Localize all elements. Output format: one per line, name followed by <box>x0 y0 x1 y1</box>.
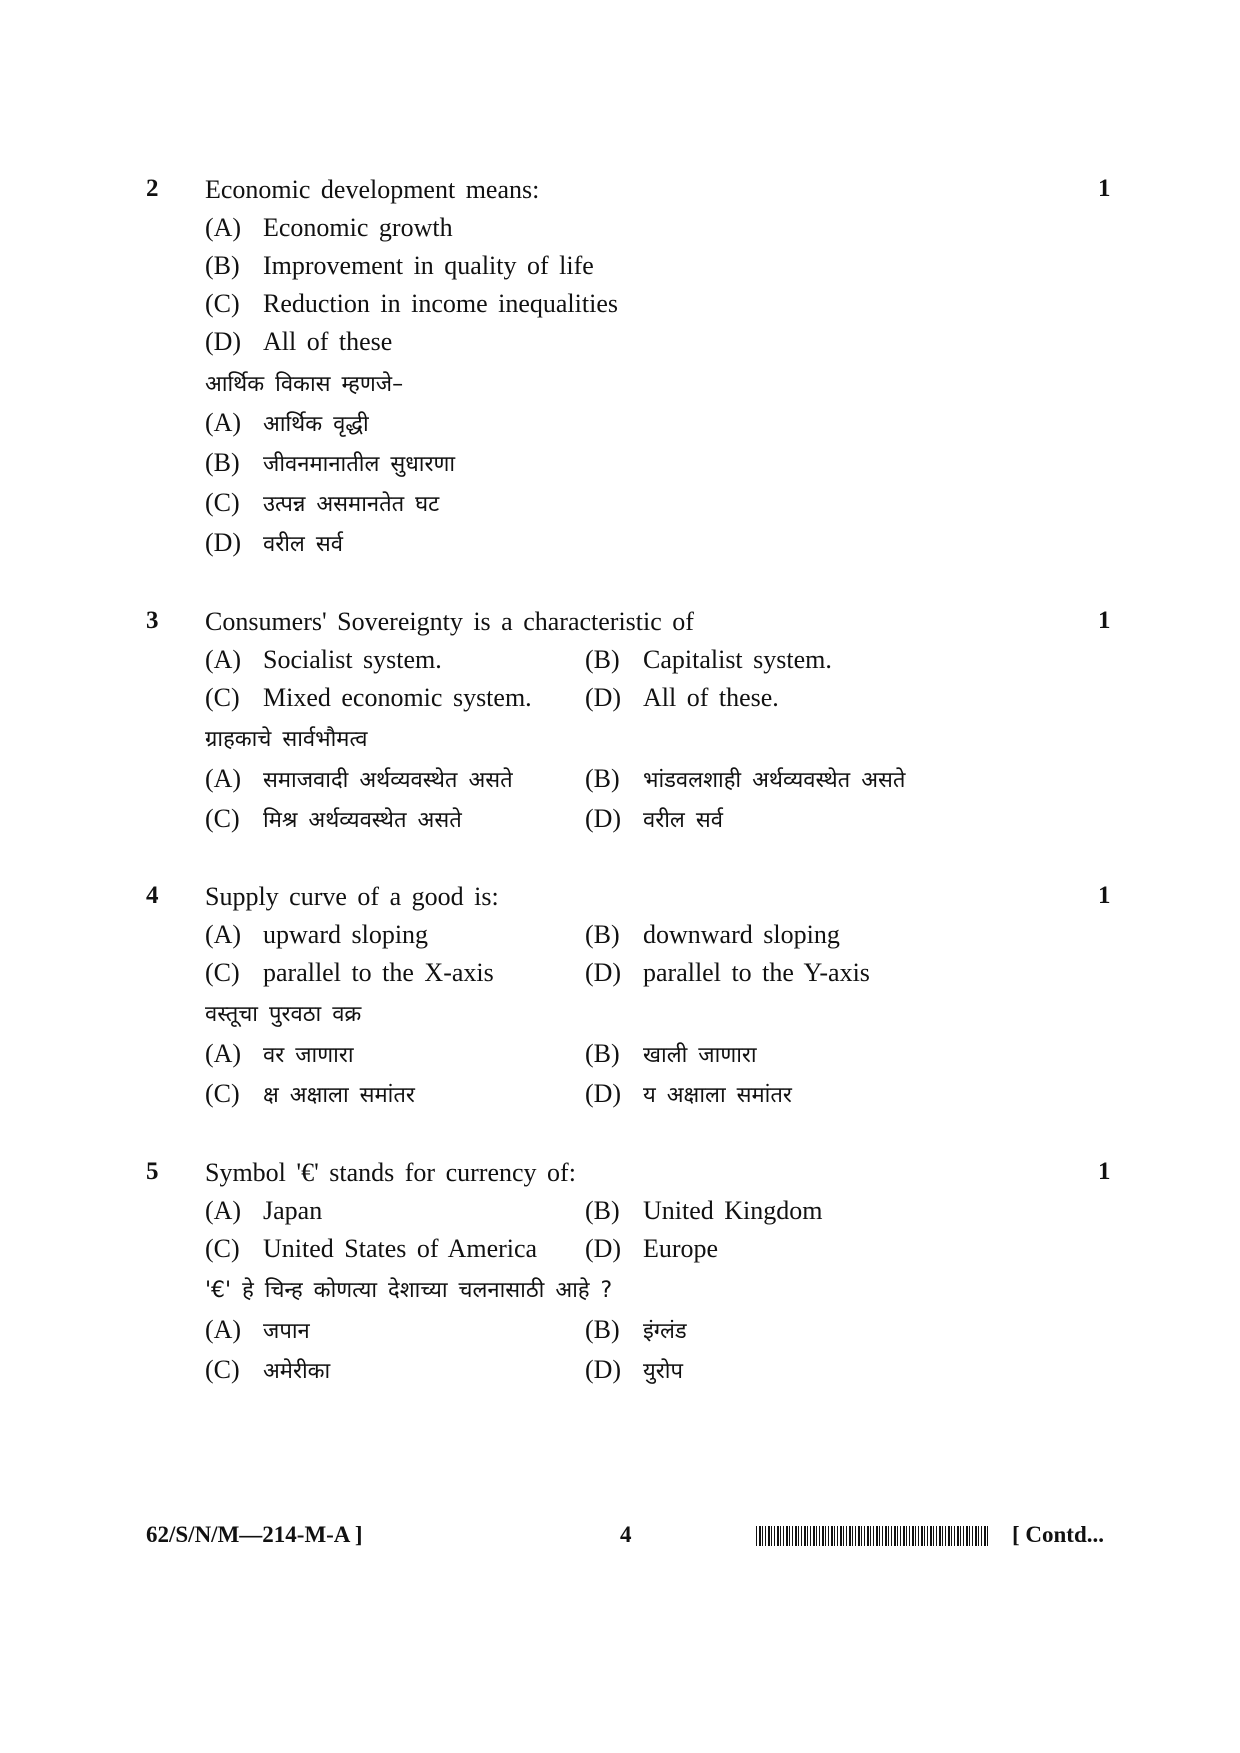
option-c-en: (C) Reduction in income inequalities <box>205 289 618 318</box>
question-text-en: Symbol '€' stands for currency of: <box>205 1158 576 1187</box>
question-marks: 1 <box>1098 882 1111 909</box>
option-row <box>0 920 1240 958</box>
option-a-mr: (A) जपान <box>205 1315 310 1344</box>
option-b-mr: (B) भांडवलशाही अर्थव्यवस्थेत असते <box>585 764 906 793</box>
question-marks: 1 <box>1098 175 1111 202</box>
option-c-mr: (C) क्ष अक्षाला समांतर <box>205 1079 415 1108</box>
question-text-mr: '€' हे चिन्ह कोणत्या देशाच्या चलनासाठी आहे ? <box>205 1278 613 1303</box>
option-d-mr: (D) वरील सर्व <box>205 528 343 557</box>
option-d-mr: (D) य अक्षाला समांतर <box>585 1079 792 1108</box>
option-row <box>0 683 1240 721</box>
contd-label: [ Contd... <box>1012 1522 1105 1547</box>
option-c-en: (C) Mixed economic system. <box>205 683 532 712</box>
page-footer <box>0 1522 1240 1562</box>
question-marks: 1 <box>1098 1158 1111 1185</box>
option-row <box>0 1196 1240 1234</box>
option-a-mr: (A) वर जाणारा <box>205 1039 354 1068</box>
option-row <box>0 528 1240 566</box>
question-text-mr-row <box>0 723 1240 761</box>
question-text-en: Consumers' Sovereignty is a characteristic of <box>205 607 694 636</box>
option-row <box>0 1355 1240 1393</box>
question-number: 4 <box>146 882 159 909</box>
question-text-en: Economic development means: <box>205 175 540 204</box>
option-b-mr: (B) खाली जाणारा <box>585 1039 757 1068</box>
question-text-mr: वस्तूचा पुरवठा वक्र <box>205 1002 362 1027</box>
option-a-en: (A) Economic growth <box>205 213 453 242</box>
paper-code: 62/S/N/M—214-M-A ] <box>146 1522 363 1547</box>
option-row <box>0 251 1240 289</box>
option-row <box>0 289 1240 327</box>
option-c-en: (C) parallel to the X-axis <box>205 958 494 987</box>
option-b-mr: (B) जीवनमानातील सुधारणा <box>205 448 456 477</box>
question-text-en: Supply curve of a good is: <box>205 882 499 911</box>
option-b-en: (B) United Kingdom <box>585 1196 823 1225</box>
page-number: 4 <box>620 1522 632 1547</box>
option-d-en: (D) Europe <box>585 1234 719 1263</box>
option-b-en: (B) downward sloping <box>585 920 840 949</box>
option-row <box>0 327 1240 365</box>
option-row <box>0 804 1240 842</box>
question-text-mr: आर्थिक विकास म्हणजे– <box>205 372 404 397</box>
option-d-en: (D) parallel to the Y-axis <box>585 958 870 987</box>
question-number: 3 <box>146 607 159 634</box>
option-row <box>0 488 1240 526</box>
question-marks: 1 <box>1098 607 1111 634</box>
option-b-mr: (B) इंग्लंड <box>585 1315 687 1344</box>
option-b-en: (B) Capitalist system. <box>585 645 832 674</box>
question-number: 2 <box>146 175 159 202</box>
option-a-mr: (A) समाजवादी अर्थव्यवस्थेत असते <box>205 764 513 793</box>
option-row <box>0 645 1240 683</box>
option-d-en: (D) All of these <box>205 327 393 356</box>
barcode-icon <box>756 1526 988 1546</box>
option-d-en: (D) All of these. <box>585 683 779 712</box>
question-text-mr-row <box>0 998 1240 1036</box>
option-a-en: (A) Socialist system. <box>205 645 442 674</box>
question-text-mr: ग्राहकाचे सार्वभौमत्व <box>205 727 368 752</box>
option-a-mr: (A) आर्थिक वृद्धी <box>205 408 369 437</box>
option-row <box>0 1315 1240 1353</box>
option-c-mr: (C) उत्पन्न असमानतेत घट <box>205 488 440 517</box>
option-row <box>0 1234 1240 1272</box>
option-row <box>0 448 1240 486</box>
option-a-en: (A) Japan <box>205 1196 323 1225</box>
option-c-mr: (C) मिश्र अर्थव्यवस्थेत असते <box>205 804 462 833</box>
option-row <box>0 958 1240 996</box>
option-a-en: (A) upward sloping <box>205 920 429 949</box>
option-d-mr: (D) युरोप <box>585 1355 683 1384</box>
option-row <box>0 1039 1240 1077</box>
question-text-mr-row <box>0 1274 1240 1312</box>
option-d-mr: (D) वरील सर्व <box>585 804 723 833</box>
question-text-mr-row <box>0 368 1240 406</box>
option-c-mr: (C) अमेरीका <box>205 1355 331 1384</box>
question-number: 5 <box>146 1158 159 1185</box>
option-row <box>0 1079 1240 1117</box>
option-c-en: (C) United States of America <box>205 1234 538 1263</box>
option-b-en: (B) Improvement in quality of life <box>205 251 594 280</box>
option-row <box>0 408 1240 446</box>
option-row <box>0 764 1240 802</box>
option-row <box>0 213 1240 251</box>
